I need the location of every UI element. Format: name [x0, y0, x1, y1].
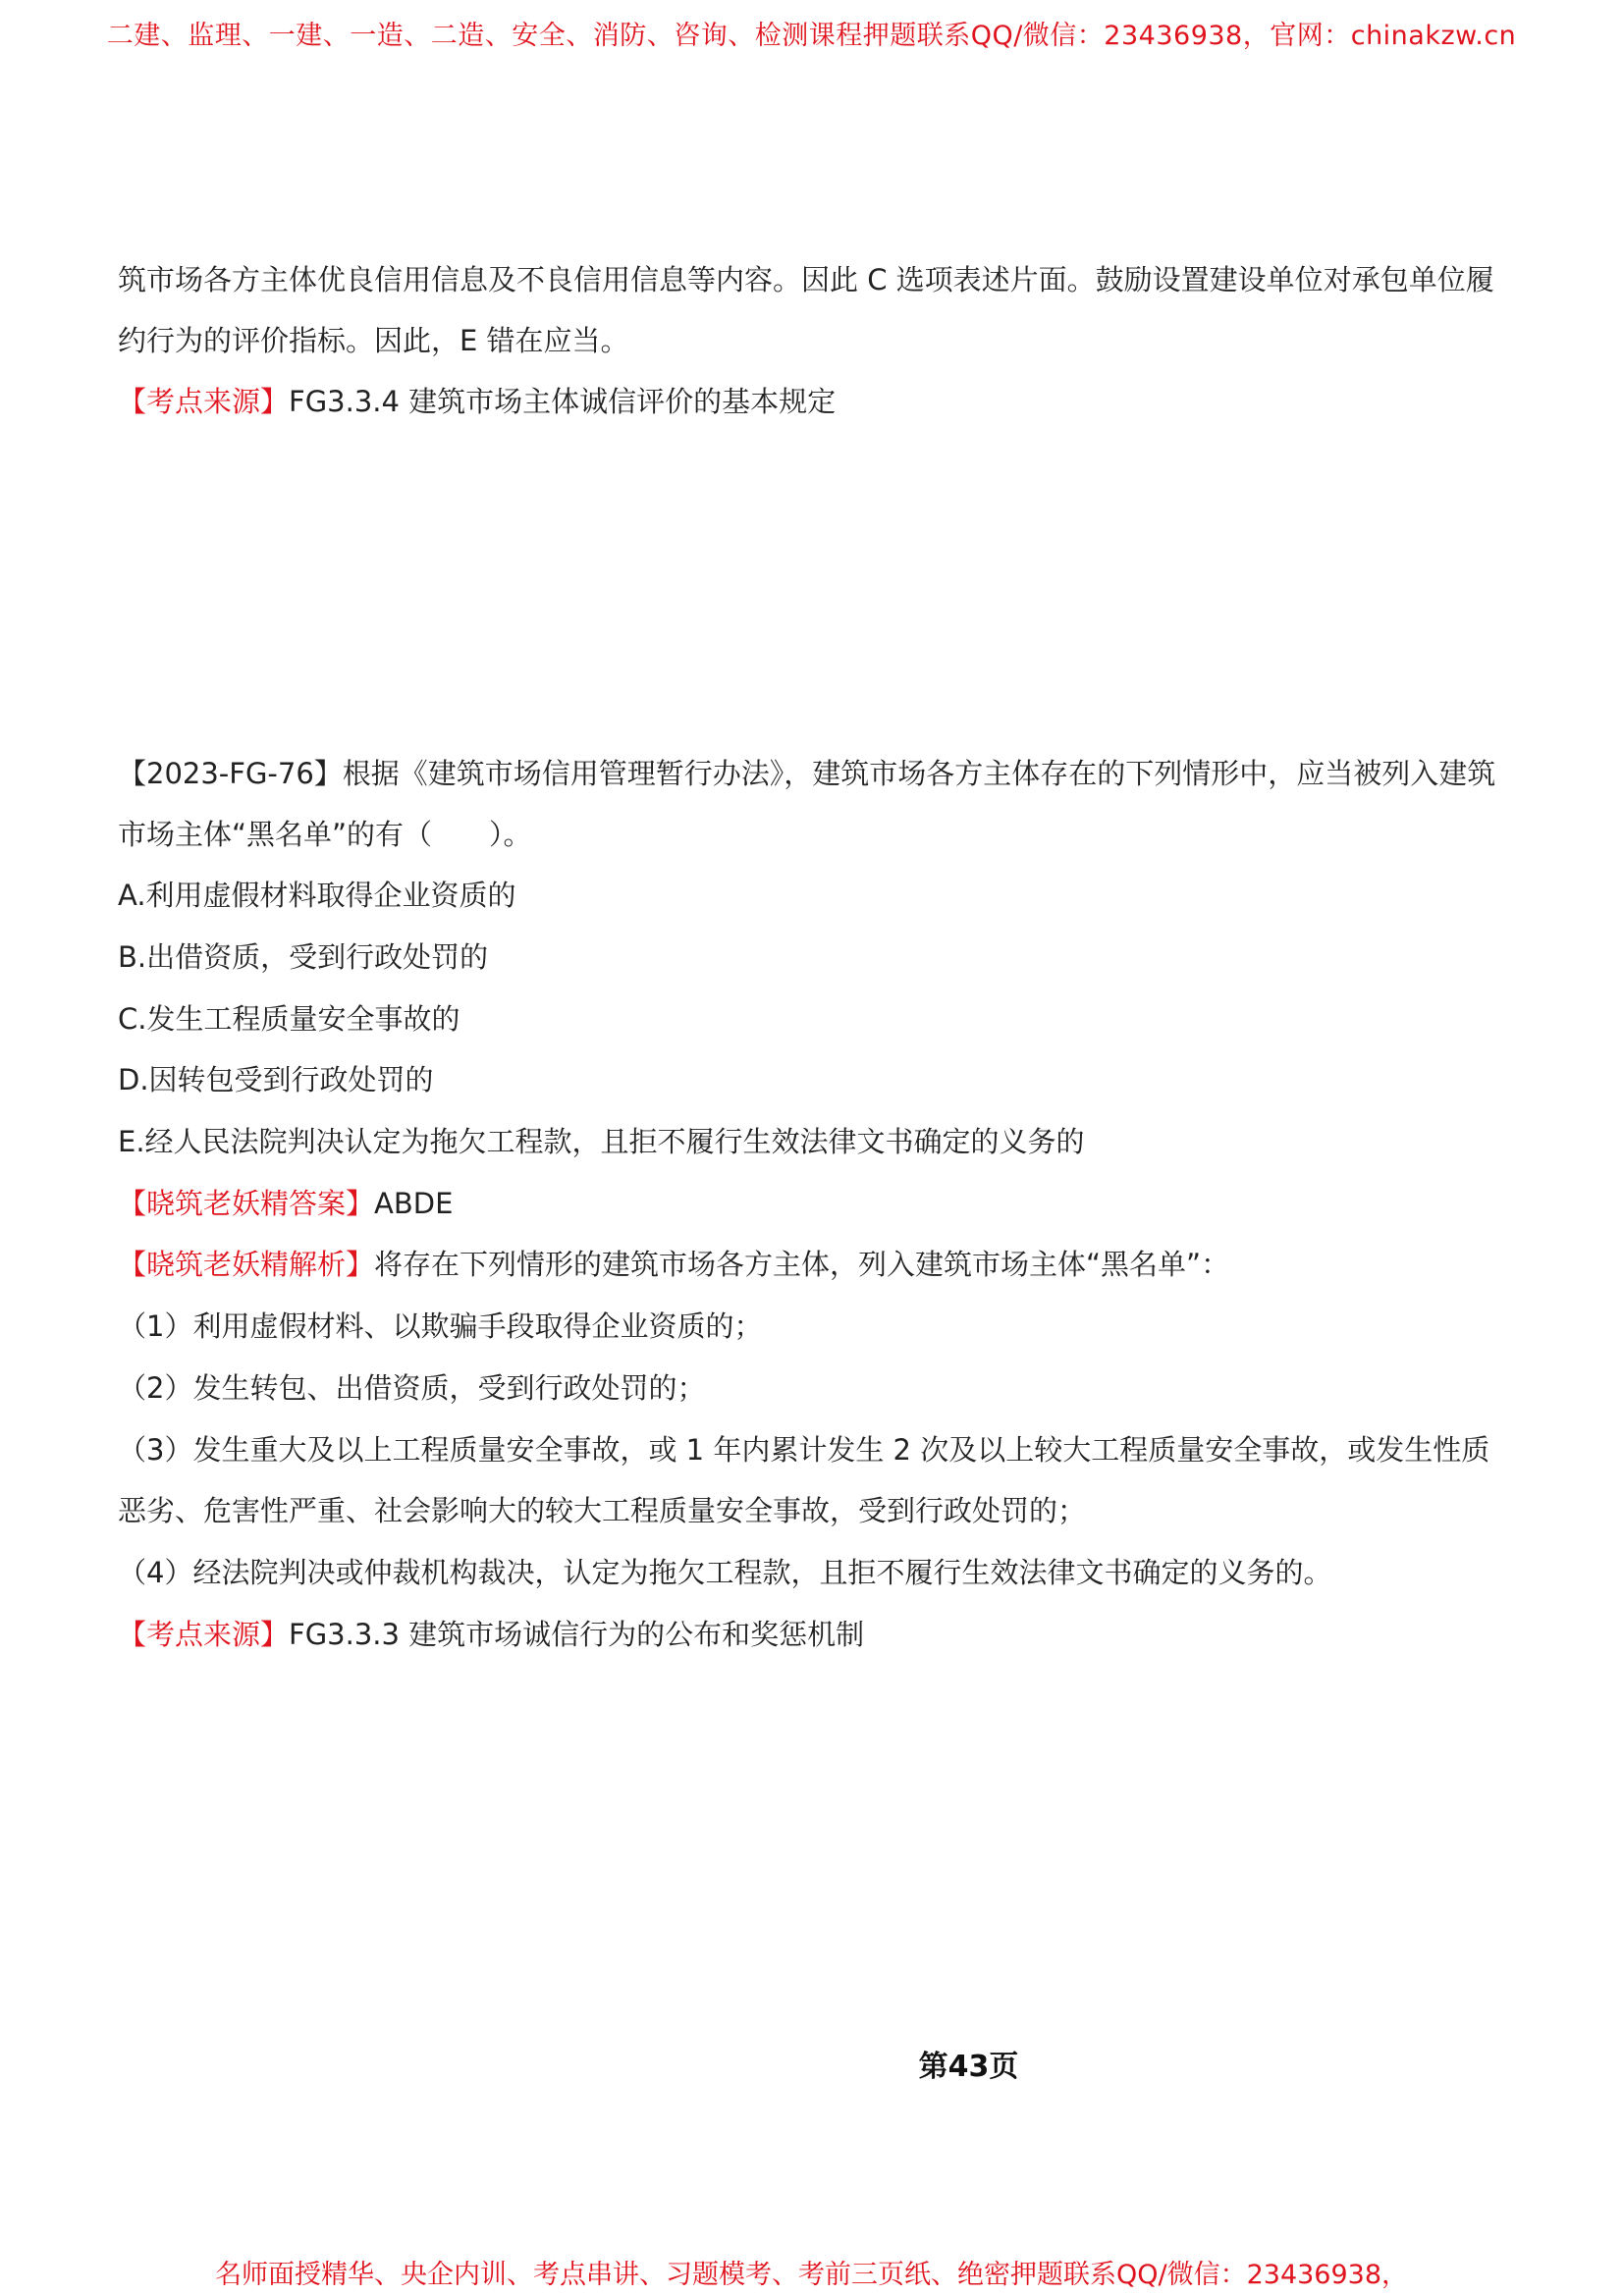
- option-a: A.利用虚假材料取得企业资质的: [118, 879, 516, 912]
- analysis-item-3-line-2: 恶劣、危害性严重、社会影响大的较大工程质量安全事故，受到行政处罚的；: [118, 1494, 1087, 1527]
- answer-line: [118, 1184, 453, 1223]
- prev-source-line: [118, 382, 836, 421]
- option-c: C.发生工程质量安全事故的: [118, 1002, 460, 1036]
- source-tag: 【考点来源】: [118, 385, 290, 418]
- analysis-source-line: [118, 1615, 864, 1654]
- question-stem-line-1: 【2023-FG-76】根据《建筑市场信用管理暂行办法》，建筑市场各方主体存在的下列情形中，应当被列入建筑: [118, 757, 1496, 790]
- option-e: E.经人民法院判决认定为拖欠工程款，且拒不履行生效法律文书确定的义务的: [118, 1125, 1085, 1158]
- answer-tag: 【晓筑老妖精答案】: [118, 1187, 375, 1220]
- analysis-item-1: （1）利用虚假材料、以欺骗手段取得企业资质的；: [118, 1309, 763, 1343]
- question-stem-line-2: 市场主体“黑名单”的有（ ）。: [118, 818, 532, 851]
- page-number: 第43页: [918, 2050, 1019, 2084]
- answer-value: ABDE: [374, 1187, 454, 1220]
- prev-answer-line-1: 筑市场各方主体优良信用信息及不良信用信息等内容。因此 C 选项表述片面。鼓励设置建设单位对承包单位履: [118, 263, 1494, 296]
- analysis-item-3-line-1: （3）发生重大及以上工程质量安全事故，或 1 年内累计发生 2 次及以上较大工程质量安全事故，或发生性质: [118, 1433, 1490, 1467]
- source-text: FG3.3.3 建筑市场诚信行为的公布和奖惩机制: [289, 1618, 865, 1651]
- option-d: D.因转包受到行政处罚的: [118, 1063, 434, 1096]
- header-banner: 二建、监理、一建、一造、二造、安全、消防、咨询、检测课程押题联系QQ/微信：23436938，官网：chinakzw.cn: [106, 21, 1517, 51]
- analysis-intro-line: [118, 1245, 1229, 1284]
- footer-banner: 名师面授精华、央企内训、考点串讲、习题模考、考前三页纸、绝密押题联系QQ/微信：23436938，: [214, 2260, 1409, 2290]
- analysis-item-4: （4）经法院判决或仲裁机构裁决，认定为拖欠工程款，且拒不履行生效法律文书确定的义务的。: [118, 1556, 1332, 1589]
- analysis-intro: 将存在下列情形的建筑市场各方主体，列入建筑市场主体“黑名单”：: [374, 1248, 1230, 1281]
- analysis-tag: 【晓筑老妖精解析】: [118, 1248, 375, 1281]
- option-b: B.出借资质，受到行政处罚的: [118, 940, 489, 974]
- source-text: FG3.3.4 建筑市场主体诚信评价的基本规定: [289, 385, 837, 418]
- prev-answer-line-2: 约行为的评价指标。因此，E 错在应当。: [118, 324, 629, 357]
- analysis-item-2: （2）发生转包、出借资质，受到行政处罚的；: [118, 1371, 706, 1405]
- source-tag: 【考点来源】: [118, 1618, 290, 1651]
